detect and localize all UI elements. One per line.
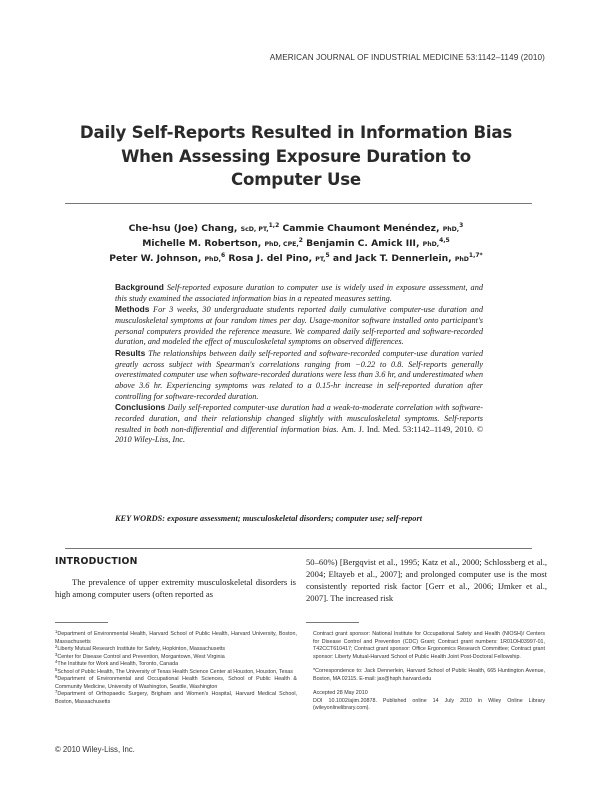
author-affiliation: 2	[298, 236, 303, 244]
footnote	[55, 691, 297, 706]
author-name: Rosa J. del Pino,	[228, 252, 313, 264]
footnote-text: Center for Disease Control and Prevention, Morgantown, West Virginia	[57, 653, 225, 660]
author-degrees: PhD,	[422, 240, 440, 248]
footnote	[55, 676, 297, 691]
title-divider	[65, 203, 532, 204]
abstract-copyright: © 2010 Wiley-Liss, Inc.	[115, 424, 484, 445]
abstract-text: For 3 weeks, 30 undergraduate students reported daily cumulative computer-use duration and musculoskeletal symptoms at four random times per day. Usage-monitor software installed onto participant's personal computers provided the reference measure. We compared daily self-reported and software-recorded duration, and modeled the effect of musculoskeletal symptoms on observed differences.	[115, 305, 483, 347]
footnote	[55, 661, 297, 669]
author-degrees: PhD,	[442, 226, 460, 233]
section-label: Methods	[115, 304, 150, 315]
body-paragraph: 50–60%) [Bergqvist et al., 1995; Katz et al., 2000; Schlossberg et al., 2004; Eltayeb et al., 2007]; and prolonged computer use is the most consistently reported risk factor [Gerr et al., 2006; IJmker et al., 2007]. The increased risk	[306, 557, 547, 603]
affiliation-footnotes	[55, 631, 297, 706]
footnote-divider	[306, 622, 359, 623]
footnote-divider	[55, 622, 108, 623]
footnote-text: Liberty Mutual Research Institute for Safety, Hopkinton, Massachusetts	[57, 646, 226, 652]
correspondence: *Correspondence to: Jack Dennerlein, Harvard School of Public Health, 665 Huntington Avenue, Boston, MA 02115. E-mail: jax@hsph.harvard.edu	[313, 668, 545, 682]
author-name: Benjamin C. Amick III,	[306, 237, 420, 249]
journal-header: AMERICAN JOURNAL OF INDUSTRIAL MEDICINE 53:1142–1149 (2010)	[269, 53, 545, 62]
abstract-text: The relationships between daily self-reported and software-recorded computer-use duration varied greatly across subject with Spearman's correlations ranging from −0.22 to 0.8. Self-reports generally overestimated computer use when software-recorded durations were less than 3.6 hr, and underestimated when above 3.6 hr. Experiencing symptoms was related to a 0.15-hr increase in self-reported duration after controlling for software-recorded duration.	[115, 348, 484, 401]
footnote-number: 1	[55, 629, 58, 634]
section-heading: INTRODUCTION	[55, 556, 138, 567]
author-name: and Jack T. Dennerlein,	[332, 252, 452, 264]
accepted-date: Accepted 28 May 2010	[313, 690, 368, 696]
abstract-text: Daily self-reported computer-use duration had a weak-to-moderate correlation with software-recorded duration, and their relationship changed slightly with musculoskeletal symptoms. Self-reports resulted in both non-differential and differential information bias.	[115, 403, 483, 434]
body-column-right	[306, 556, 547, 604]
footnote	[55, 631, 297, 646]
title-line: Daily Self-Reports Resulted in Information Bias	[79, 123, 513, 142]
footnote-number: 4	[55, 659, 58, 664]
footnote-number: 2	[55, 644, 58, 649]
author-affiliation: 1,2	[268, 222, 280, 229]
footnote	[55, 651, 297, 662]
grant-sponsors: Contract grant sponsor: National Institute for Occupational Safety and Health (NIOSH)/ Centers for Disease Control and Prevention (CDC) Grant; Contract grant numbers: 1R01OH03997-01, T42CCT610417; Contract grant sponsor: Office Ergonomics Research Committee; Contract grant sponsor: Liberty Mutual-Harvard School of Public Health Joint Post-Doctoral Fellowship.	[313, 631, 545, 660]
author-degrees: PhD, CPE,	[264, 240, 299, 248]
abstract-results	[115, 348, 483, 402]
footnote-text: School of Public Health, The University of Texas Health Science Center at Houston, Houston, Texas	[57, 668, 293, 675]
footnote-number: 5	[55, 666, 58, 672]
abstract-divider	[65, 548, 532, 549]
abstract-text: Self-reported exposure duration to computer use is widely used in exposure assessment, and this study examined the associated information bias in a repeated measures setting.	[115, 283, 484, 303]
author-degrees: PhD	[454, 255, 469, 263]
body-column-left	[55, 556, 296, 600]
footnote	[55, 646, 297, 654]
abstract-background	[115, 282, 483, 304]
footnote-number: 7	[55, 689, 58, 694]
author-degrees: PT,	[315, 255, 326, 263]
keywords: KEY WORDS: exposure assessment; musculoskeletal disorders; computer use; self-report	[115, 514, 422, 523]
footnote-text: Department of Environmental Health, Harvard School of Public Health, Harvard University, Boston, Massachusetts	[55, 631, 297, 645]
abstract	[115, 282, 483, 446]
author-name: Che-hsu (Joe) Chang,	[128, 223, 238, 234]
section-label: Background	[115, 282, 164, 292]
page-copyright: © 2010 Wiley-Liss, Inc.	[55, 745, 135, 754]
footnote-text: Department of Environmental and Occupational Health Sciences, School of Public Health & Community Medicine, University of Washington, Seattle, Washington	[55, 676, 297, 690]
author-name: Cammie Chaumont Menéndez,	[282, 223, 440, 234]
author-list	[60, 222, 532, 266]
section-label: Conclusions	[115, 402, 166, 413]
abstract-methods	[115, 304, 483, 348]
footnote-text: Department of Orthopaedic Surgery, Brigham and Women's Hospital, Harvard Medical School, Boston, Massachusetts	[55, 691, 297, 705]
author-affiliation: 5	[325, 251, 330, 259]
author-degrees: PhD,	[204, 255, 221, 263]
author-affiliation: 4,5	[439, 236, 450, 244]
author-affiliation: 3	[459, 222, 464, 229]
title-line: When Assessing Exposure Duration to	[121, 146, 471, 166]
author-name: Michelle M. Robertson,	[142, 237, 262, 249]
doi: DOI 10.1002/ajim.20878. Published online 14 July 2010 in Wiley Online Library (wileyonlinelibrary.com).	[313, 697, 545, 711]
footnote-number: 3	[55, 651, 58, 657]
title-line: Computer Use	[231, 170, 361, 189]
author-affiliation: 6	[220, 251, 226, 259]
author-affiliation: 1,7*	[468, 251, 483, 259]
citation: Am. J. Ind. Med. 53:1142–1149, 2010.	[341, 424, 474, 434]
author-degrees: ScD, PT,	[240, 226, 269, 233]
footnote-text: The Institute for Work and Health, Toronto, Canada	[57, 661, 179, 667]
grant-footnotes	[313, 631, 545, 713]
author-name: Peter W. Johnson,	[109, 252, 202, 264]
body-paragraph: The prevalence of upper extremity musculoskeletal disorders is high among computer users (often reported as	[55, 577, 296, 599]
abstract-conclusions	[115, 402, 483, 446]
section-label: Results	[115, 347, 146, 358]
footnote-number: 6	[55, 674, 58, 679]
article-title	[40, 121, 552, 192]
footnote	[55, 666, 297, 677]
